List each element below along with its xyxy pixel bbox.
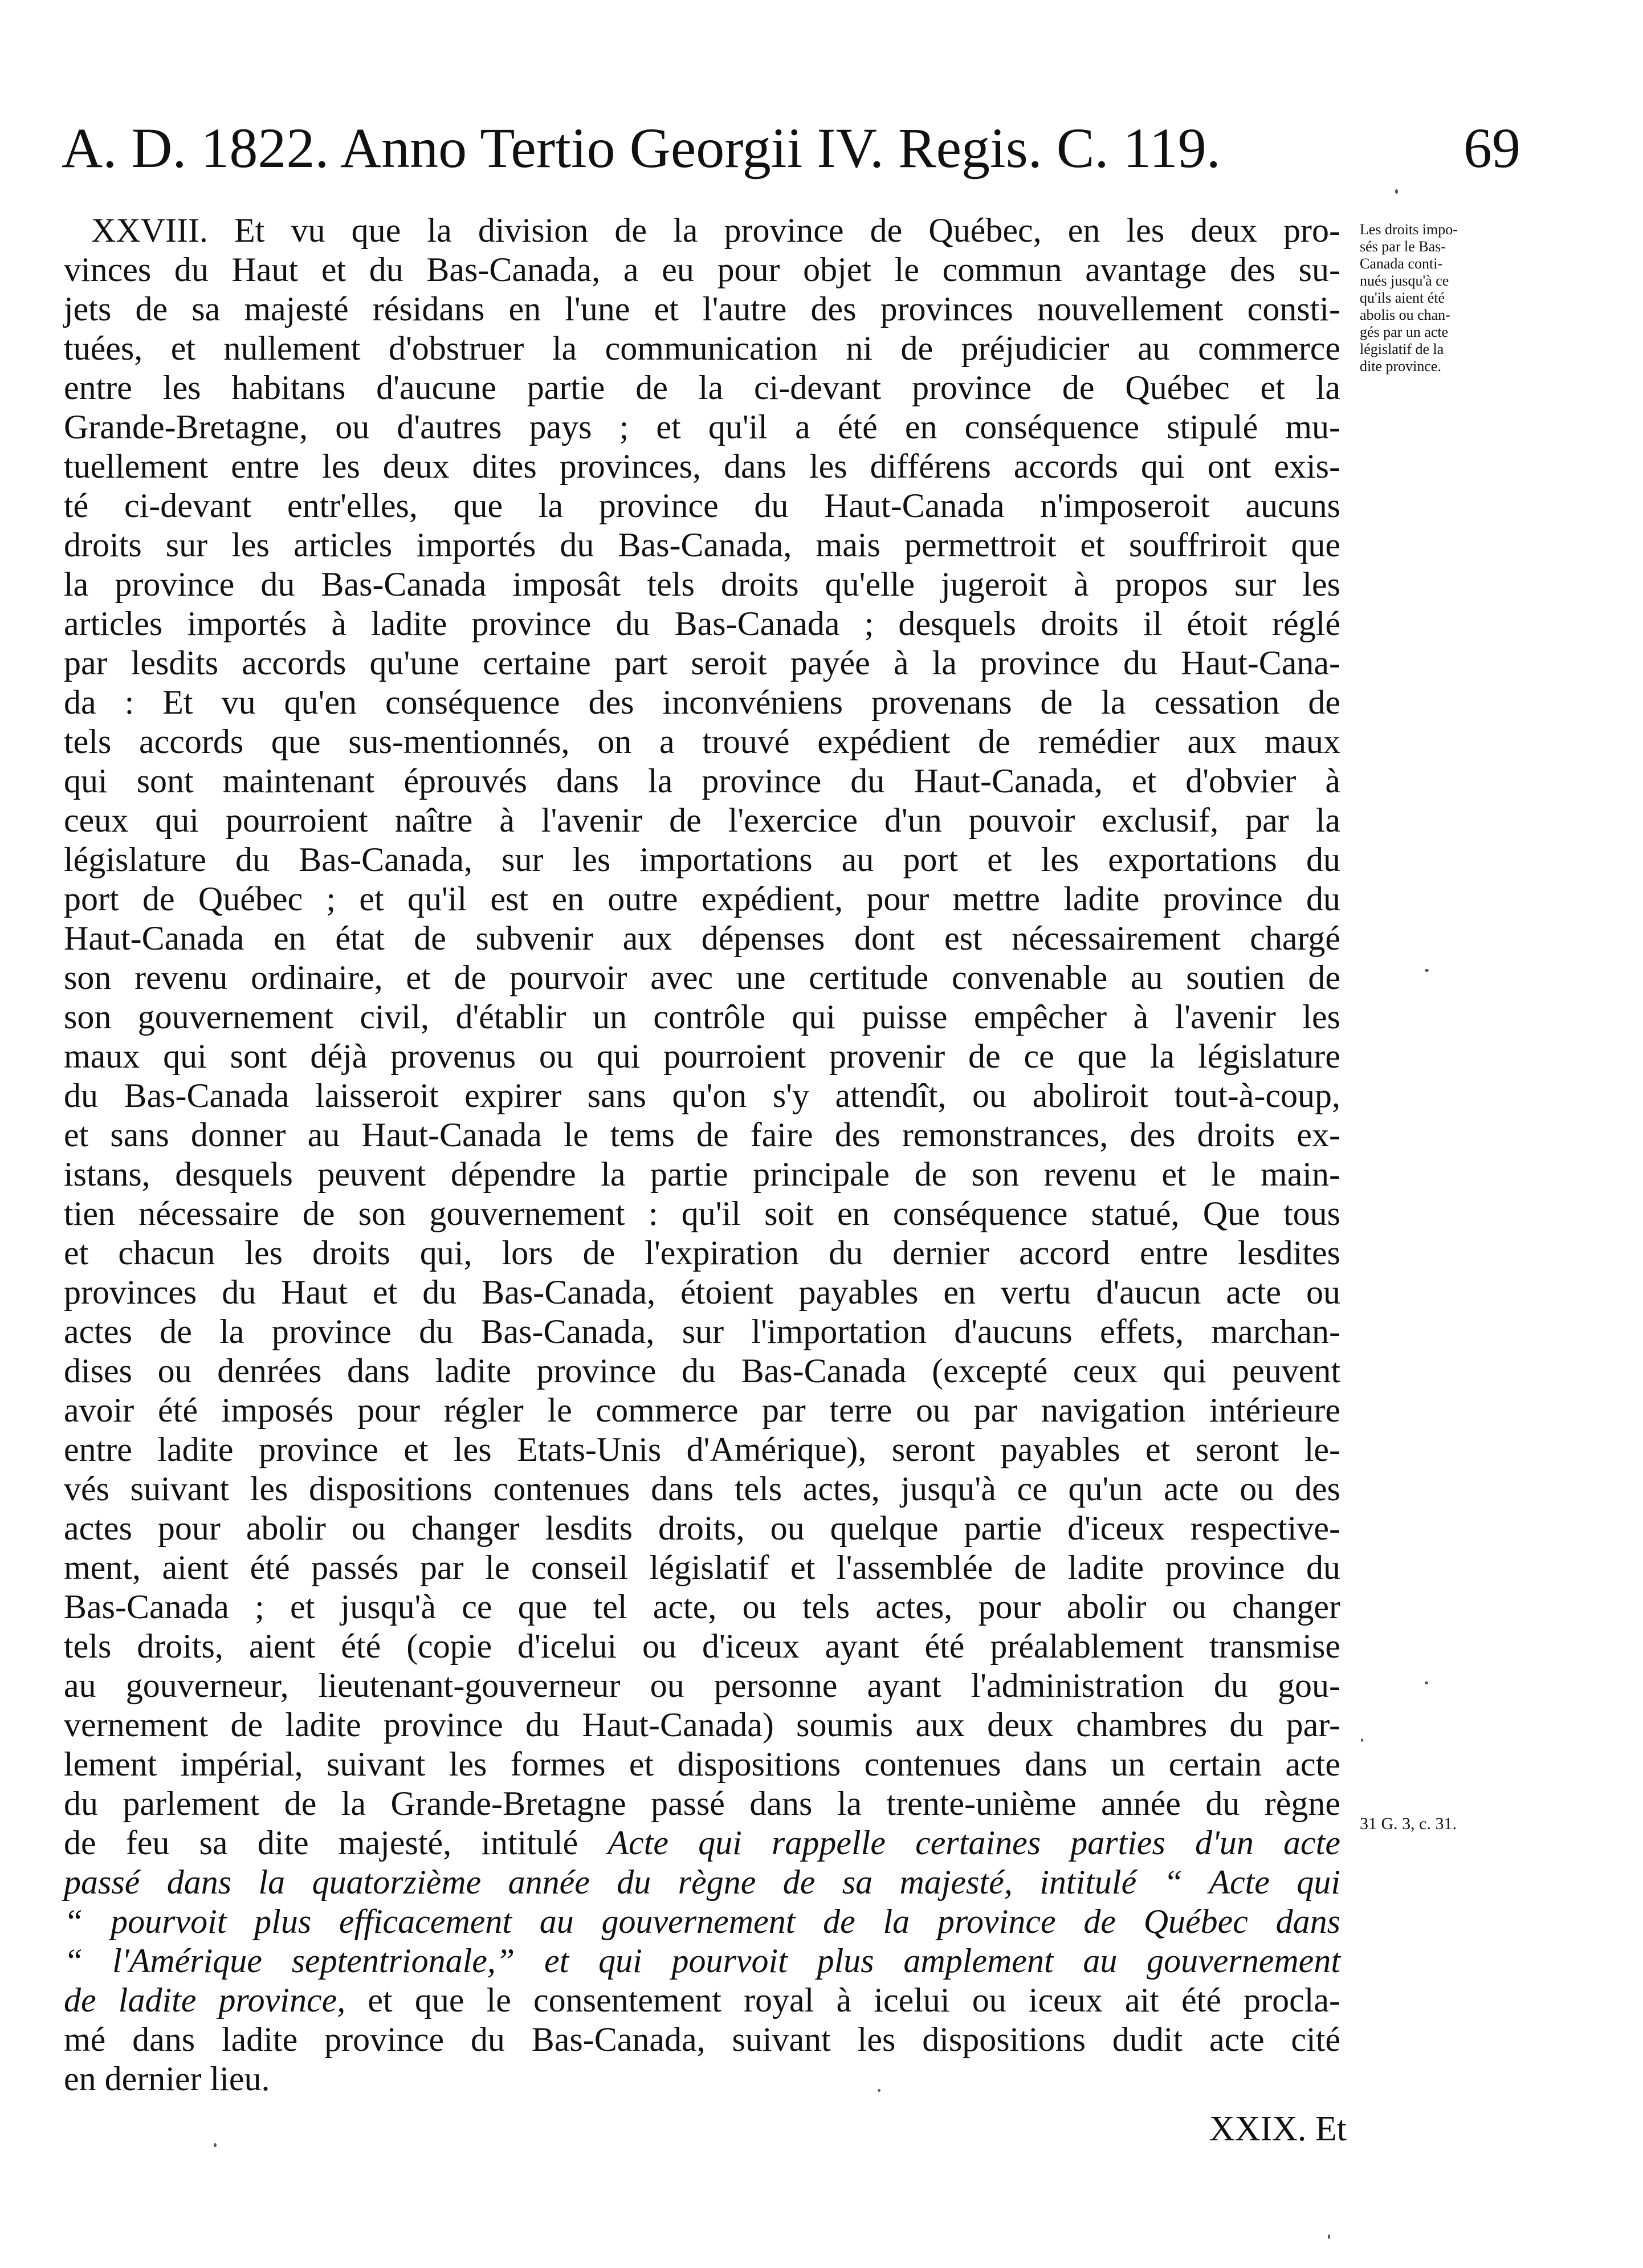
text-line: droits sur les articles importés du Bas-Canada, mais permettroit et souffriroit que: [64, 526, 1340, 564]
text-line-mixed: [64, 1941, 1340, 1981]
running-header: [62, 114, 1520, 182]
text-line: et sans donner au Haut-Canada le tems de faire des remonstrances, des droits ex-: [64, 1116, 1340, 1154]
text-line: provinces du Haut et du Bas-Canada, étoient payables en vertu d'aucun acte ou: [64, 1273, 1340, 1311]
text-line: entre les habitans d'aucune partie de la ci-devant province de Québec et la: [64, 369, 1340, 406]
text-line: la province du Bas-Canada imposât tels droits qu'elle jugeroit à propos sur les: [64, 565, 1340, 603]
marginal-note-line: dite province.: [1360, 358, 1441, 374]
italic-act-title: et qui pourvoit plus amplement au gouvernement: [544, 1942, 1340, 1980]
scan-speck: [878, 2089, 880, 2092]
text-line: jets de sa majesté résidans en l'une et l'autre des provinces nouvellement consti-: [64, 290, 1340, 328]
text-line: par lesdits accords qu'une certaine part seroit payée à la province du Haut-Cana-: [64, 644, 1340, 682]
text-line-mixed: [64, 1823, 1340, 1863]
text-line: tels accords que sus-mentionnés, on a trouvé expédient de remédier aux maux: [64, 723, 1340, 760]
text-line: son revenu ordinaire, et de pourvoir avec une certitude convenable au soutien de: [64, 959, 1340, 996]
text-line: du Bas-Canada laisseroit expirer sans qu'on s'y attendît, ou aboliroit tout-à-coup,: [64, 1077, 1340, 1114]
text-line: qui sont maintenant éprouvés dans la province du Haut-Canada, et d'obvier à: [64, 762, 1340, 800]
scan-speck: [1328, 2234, 1330, 2239]
text-line: ment, aient été passés par le conseil législatif et l'assemblée de ladite province du: [64, 1549, 1340, 1586]
text-line: Grande-Bretagne, ou d'autres pays ; et qu'il a été en conséquence stipulé mu-: [64, 408, 1340, 446]
marginal-note-line: Les droits impo-: [1360, 221, 1458, 238]
marginal-note-line: gés par un acte: [1360, 324, 1449, 340]
marginal-note-line: sés par le Bas-: [1360, 238, 1446, 255]
text-line: vés suivant les dispositions contenues dans tels actes, jusqu'à ce qu'un acte ou des: [64, 1470, 1340, 1508]
scan-speck: [1361, 1738, 1363, 1742]
text-run: et que le consentement royal à icelui ou iceux ait été procla-: [345, 1981, 1340, 2019]
scan-speck: [1425, 1681, 1428, 1684]
marginal-note-line: qu'ils aient été: [1360, 290, 1445, 306]
text-line: lement impérial, suivant les formes et dispositions contenues dans un certain acte: [64, 1745, 1340, 1783]
italic-act-title: “ pourvoit plus efficacement au gouvernement de la province de Québec dans: [64, 1903, 1340, 1940]
text-line-italic: [64, 1863, 1340, 1902]
text-line: et chacun les droits qui, lors de l'expiration du dernier accord entre lesdites: [64, 1234, 1340, 1272]
marginal-note-line: Canada conti-: [1360, 255, 1443, 272]
italic-act-title: de ladite province,: [64, 1981, 346, 2019]
running-title: A. D. 1822. Anno Tertio Georgii IV. Regis. C. 119.: [62, 116, 1221, 180]
text-line: Haut-Canada en état de subvenir aux dépenses dont est nécessairement chargé: [64, 919, 1340, 957]
text-line: tuées, et nullement d'obstruer la communication ni de préjudicier au commerce: [64, 329, 1340, 367]
text-line: ceux qui pourroient naître à l'avenir de l'exercice d'un pouvoir exclusif, par la: [64, 801, 1340, 839]
text-line: tels droits, aient été (copie d'icelui ou d'iceux ayant été préalablement transmise: [64, 1627, 1340, 1665]
text-line: son gouvernement civil, d'établir un contrôle qui puisse empêcher à l'avenir les: [64, 998, 1340, 1036]
text-line: législature du Bas-Canada, sur les importations au port et les exportations du: [64, 841, 1340, 878]
text-line: da : Et vu qu'en conséquence des inconvéniens provenans de la cessation de: [64, 683, 1340, 721]
text-line: actes pour abolir ou changer lesdits droits, ou quelque partie d'iceux respective-: [64, 1509, 1340, 1547]
text-line: du parlement de la Grande-Bretagne passé dans la trente-unième année du règne: [64, 1785, 1340, 1822]
scan-speck: [214, 2143, 217, 2147]
text-line: mé dans ladite province du Bas-Canada, suivant les dispositions dudit acte cité: [64, 2021, 1340, 2058]
scan-speck: [1395, 189, 1398, 194]
text-line-last: en dernier lieu.: [64, 2060, 270, 2098]
text-line-mixed: [64, 1981, 1340, 2020]
italic-act-title: “ l'Amérique septentrionale,”: [64, 1942, 545, 1980]
text-line: au gouverneur, lieutenant-gouverneur ou personne ayant l'administration du gou-: [64, 1667, 1340, 1704]
italic-act-title: passé dans la quatorzième année du règne de sa majesté, intitulé “ Acte qui: [64, 1863, 1340, 1901]
text-line: Bas-Canada ; et jusqu'à ce que tel acte, ou tels actes, pour abolir ou changer: [64, 1588, 1340, 1626]
text-line: tien nécessaire de son gouvernement : qu'il soit en conséquence statué, Que tous: [64, 1195, 1340, 1232]
text-line: articles importés à ladite province du Bas-Canada ; desquels droits il étoit réglé: [64, 605, 1340, 642]
marginal-note: [1360, 221, 1531, 375]
page-number: 69: [1463, 116, 1520, 180]
text-line: entre ladite province et les Etats-Unis d'Amérique), seront payables et seront le-: [64, 1431, 1340, 1468]
text-run: de feu sa dite majesté, intitulé: [64, 1824, 608, 1862]
text-line-italic: [64, 1902, 1340, 1941]
text-line: avoir été imposés pour régler le commerce par terre ou par navigation intérieure: [64, 1391, 1340, 1429]
marginal-citation: 31 G. 3, c. 31.: [1360, 1814, 1457, 1833]
text-line: vernement de ladite province du Haut-Canada) soumis aux deux chambres du par-: [64, 1706, 1340, 1744]
marginal-note-line: législatif de la: [1360, 341, 1444, 357]
section-xxviii-text: [64, 211, 1340, 2099]
text-line: dises ou denrées dans ladite province du Bas-Canada (excepté ceux qui peuvent: [64, 1352, 1340, 1390]
text-line: tuellement entre les deux dites provinces, dans les différens accords qui ont exis-: [64, 447, 1340, 485]
text-line: actes de la province du Bas-Canada, sur l'importation d'aucuns effets, marchan-: [64, 1313, 1340, 1350]
marginal-note-line: abolis ou chan-: [1360, 307, 1450, 323]
scan-speck: [1425, 969, 1429, 972]
text-line: vinces du Haut et du Bas-Canada, a eu pour objet le commun avantage des su-: [64, 251, 1340, 288]
text-line: istans, desquels peuvent dépendre la partie principale de son revenu et le main-: [64, 1155, 1340, 1193]
marginal-note-line: nués jusqu'à ce: [1360, 272, 1449, 289]
text-line: port de Québec ; et qu'il est en outre expédient, pour mettre ladite province du: [64, 880, 1340, 918]
catchword: XXIX. Et: [1209, 2110, 1347, 2148]
italic-act-title: Acte qui rappelle certaines parties d'un acte: [608, 1824, 1340, 1862]
text-line: XXVIII. Et vu que la division de la province de Québec, en les deux pro-: [91, 211, 1340, 249]
text-line: té ci-devant entr'elles, que la province du Haut-Canada n'imposeroit aucuns: [64, 487, 1340, 524]
text-line: maux qui sont déjà provenus ou qui pourroient provenir de ce que la législature: [64, 1037, 1340, 1075]
